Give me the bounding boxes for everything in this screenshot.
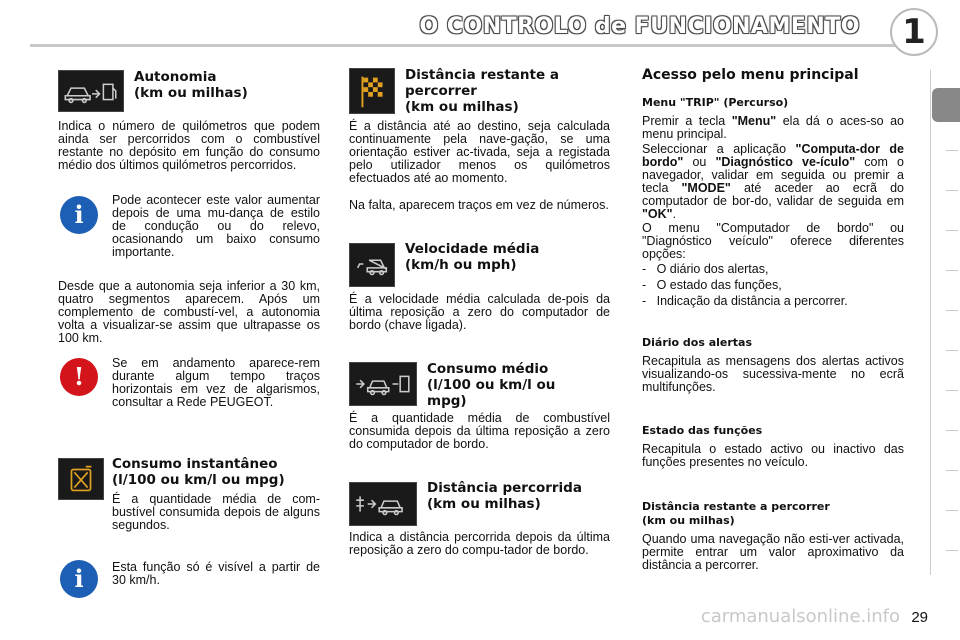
distancia-restante-body-2: Na falta, aparecem traços em vez de números. bbox=[349, 198, 609, 212]
range-car-fuel-icon bbox=[58, 70, 124, 112]
autonomia-warning-note: Se em andamento aparece-rem durante algum tempo traços horizontais em vez de algarismos, consultar a Rede PEUGEOT. bbox=[112, 356, 320, 409]
distancia-percorrida-body: Indica a distância percorrida depois da última reposição a zero do compu-tador de bordo. bbox=[349, 530, 610, 557]
diario-alertas-body: Recapitula as mensagens dos alertas activos visualizando-os sucessiva-mente no ecrã multifunções. bbox=[642, 354, 904, 394]
autonomia-body-2: Desde que a autonomia seja inferior a 30 km, quatro segmentos aparecem. Após um complemento de combustí-vel, a autonomia volta a visualizar-se assim que ultrapasse os 100 km. bbox=[58, 279, 320, 345]
chapter-tab-bar bbox=[930, 70, 960, 575]
page-number: 29 bbox=[911, 609, 928, 626]
velocidade-media-body: É a velocidade média calculada de-pois da última reposição a zero do computador de bordo (chave ligada). bbox=[349, 292, 610, 332]
distancia-restante-body: É a distância até ao destino, seja calculada continuamente pela nave-gação, se uma orientação estiver ac-tivada, seja a registada pelo utilizador menos os quilómetros efectuados até ao momento. bbox=[349, 119, 610, 185]
acesso-menu-title: Acesso pelo menu principal bbox=[642, 67, 859, 83]
premir-tecla-paragraph: Premir a tecla "Menu" ela dá o aces-so ao menu principal. bbox=[642, 114, 904, 141]
checkered-flag-icon bbox=[349, 68, 395, 114]
distancia-restante-percorrer-title: Distância restante a percorrer (km ou milhas) bbox=[642, 500, 830, 527]
diario-alertas-title: Diário dos alertas bbox=[642, 336, 753, 349]
seleccionar-paragraph: Seleccionar a aplicação "Computa-dor de bordo" ou "Diagnóstico ve-ículo" com o navegador, validar em seguida ou premir a tecla "MODE" até aceder ao ecrã do computador de bor-do, validar de seguida em "OK". bbox=[642, 142, 905, 221]
list-item: - O estado das funções, bbox=[642, 278, 782, 292]
distancia-restante-percorrer-body: Quando uma navegação não esti-ver activada, permite entrar um valor aproximativo da distância a percorrer. bbox=[642, 532, 904, 572]
estado-funcoes-title: Estado das funções bbox=[642, 424, 763, 437]
menu-options-paragraph: O menu "Computador de bordo" ou "Diagnóstico veículo" oferece diferentes opções: bbox=[642, 221, 904, 261]
warning-icon: ! bbox=[60, 358, 98, 396]
autonomia-info-note: Pode acontecer este valor aumentar depois de uma mu-dança de estilo de condução ou do relevo, ocasionando um baixo consumo importante. bbox=[112, 193, 320, 259]
consumo-instantaneo-title: Consumo instantâneo (l/100 ou km/l ou mpg) bbox=[112, 456, 285, 488]
consumo-medio-title: Consumo médio (l/100 ou km/l ou mpg) bbox=[427, 361, 556, 409]
watermark: carmanualsonline.info bbox=[700, 606, 900, 627]
info-icon: i bbox=[60, 560, 98, 598]
list-item: - Indicação da distância a percorrer. bbox=[642, 294, 848, 308]
distancia-percorrida-title: Distância percorrida (km ou milhas) bbox=[427, 480, 582, 512]
page-header bbox=[0, 0, 960, 58]
fuel-can-icon bbox=[58, 458, 104, 500]
distance-travelled-icon bbox=[349, 482, 417, 526]
consumo-instantaneo-body-1: É a quantidade média de com-bustível consumida depois de alguns segundos. bbox=[112, 492, 320, 532]
list-item: - O diário dos alertas, bbox=[642, 262, 769, 276]
velocidade-media-title: Velocidade média (km/h ou mph) bbox=[405, 241, 540, 273]
autonomia-title: Autonomia (km ou milhas) bbox=[134, 69, 248, 101]
info-icon: i bbox=[60, 196, 98, 234]
chapter-badge: 1 bbox=[890, 8, 938, 56]
active-chapter-tab bbox=[932, 88, 960, 122]
consumo-instantaneo-info-note: Esta função só é visível a partir de 30 km/h. bbox=[112, 560, 320, 587]
consumo-medio-body: É a quantidade média de combustível consumida depois da última reposição a zero do computador de bordo. bbox=[349, 411, 610, 451]
header-swoosh bbox=[30, 44, 910, 47]
page-title: O CONTROLO de FUNCIONAMENTO bbox=[419, 14, 860, 39]
autonomia-body: Indica o número de quilómetros que podem ainda ser percorridos com o combustível restante no depósito em função do consumo médio dos últimos quilómetros percorridos. bbox=[58, 119, 320, 172]
average-speed-car-icon bbox=[349, 243, 395, 287]
average-consumption-icon bbox=[349, 362, 417, 406]
menu-trip-subtitle: Menu "TRIP" (Percurso) bbox=[642, 96, 789, 109]
options-list bbox=[642, 263, 904, 308]
distancia-restante-title: Distância restante a percorrer (km ou milhas) bbox=[405, 67, 559, 115]
estado-funcoes-body: Recapitula o estado activo ou inactivo das funções presentes no veículo. bbox=[642, 442, 904, 469]
